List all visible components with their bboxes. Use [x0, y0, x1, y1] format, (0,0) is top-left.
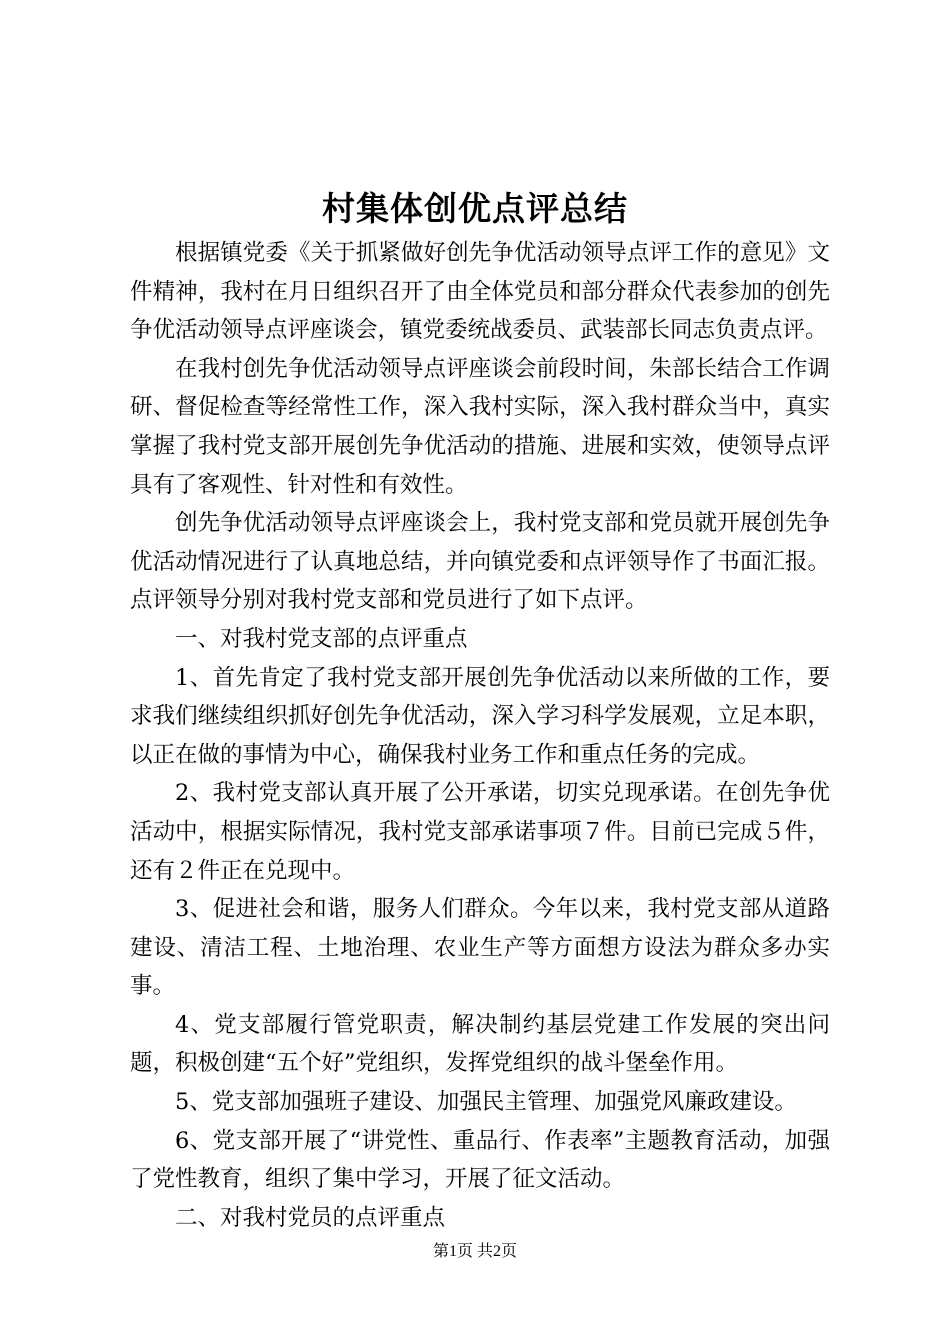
paragraph: 6、党支部开展了“讲党性、重品行、作表率”主题教育活动，加强了党性教育，组织了集中学习，开展了征文活动。 [130, 1127, 830, 1193]
paragraph: 2、我村党支部认真开展了公开承诺，切实兑现承诺。在创先争优活动中，根据实际情况，我村党支部承诺事项７件。目前已完成５件，还有２件正在兑现中。 [130, 780, 830, 884]
section-heading: 一、对我村党支部的点评重点 [175, 625, 468, 652]
paragraph: 在我村创先争优活动领导点评座谈会前段时间，朱部长结合工作调研、督促检查等经常性工作，深入我村实际，深入我村群众当中，真实掌握了我村党支部开展创先争优活动的措施、进展和实效，使领导点评具有了客观性、针对性和有效性。 [130, 355, 830, 498]
paragraph: 创先争优活动领导点评座谈会上，我村党支部和党员就开展创先争优活动情况进行了认真地总结，并向镇党委和点评领导作了书面汇报。点评领导分别对我村党支部和党员进行了如下点评。 [130, 510, 830, 614]
page-footer: 第1页 共2页 [432, 1243, 517, 1260]
paragraph: 4、党支部履行管党职责，解决制约基层党建工作发展的突出问题，积极创建“五个好”党组织，发挥党组织的战斗堡垒作用。 [130, 1011, 830, 1077]
document-body [130, 234, 830, 1237]
paragraph: 1、首先肯定了我村党支部开展创先争优活动以来所做的工作，要求我们继续组织抓好创先争优活动，深入学习科学发展观，立足本职，以正在做的事情为中心，确保我村业务工作和重点任务的完成。 [130, 664, 830, 768]
document-title: 村集体创优点评总结 [322, 189, 628, 228]
paragraph: 3、促进社会和谐，服务人们群众。今年以来，我村党支部从道路建设、清洁工程、土地治理、农业生产等方面想方设法为群众多办实事。 [130, 896, 830, 1000]
paragraph: 根据镇党委《关于抓紧做好创先争优活动领导点评工作的意见》文件精神，我村在月日组织召开了由全体党员和部分群众代表参加的创先争优活动领导点评座谈会，镇党委统战委员、武装部长同志负责点评。 [130, 240, 830, 344]
paragraph: 5、党支部加强班子建设、加强民主管理、加强党风廉政建设。 [175, 1089, 797, 1116]
section-heading: 二、对我村党员的点评重点 [175, 1204, 446, 1231]
